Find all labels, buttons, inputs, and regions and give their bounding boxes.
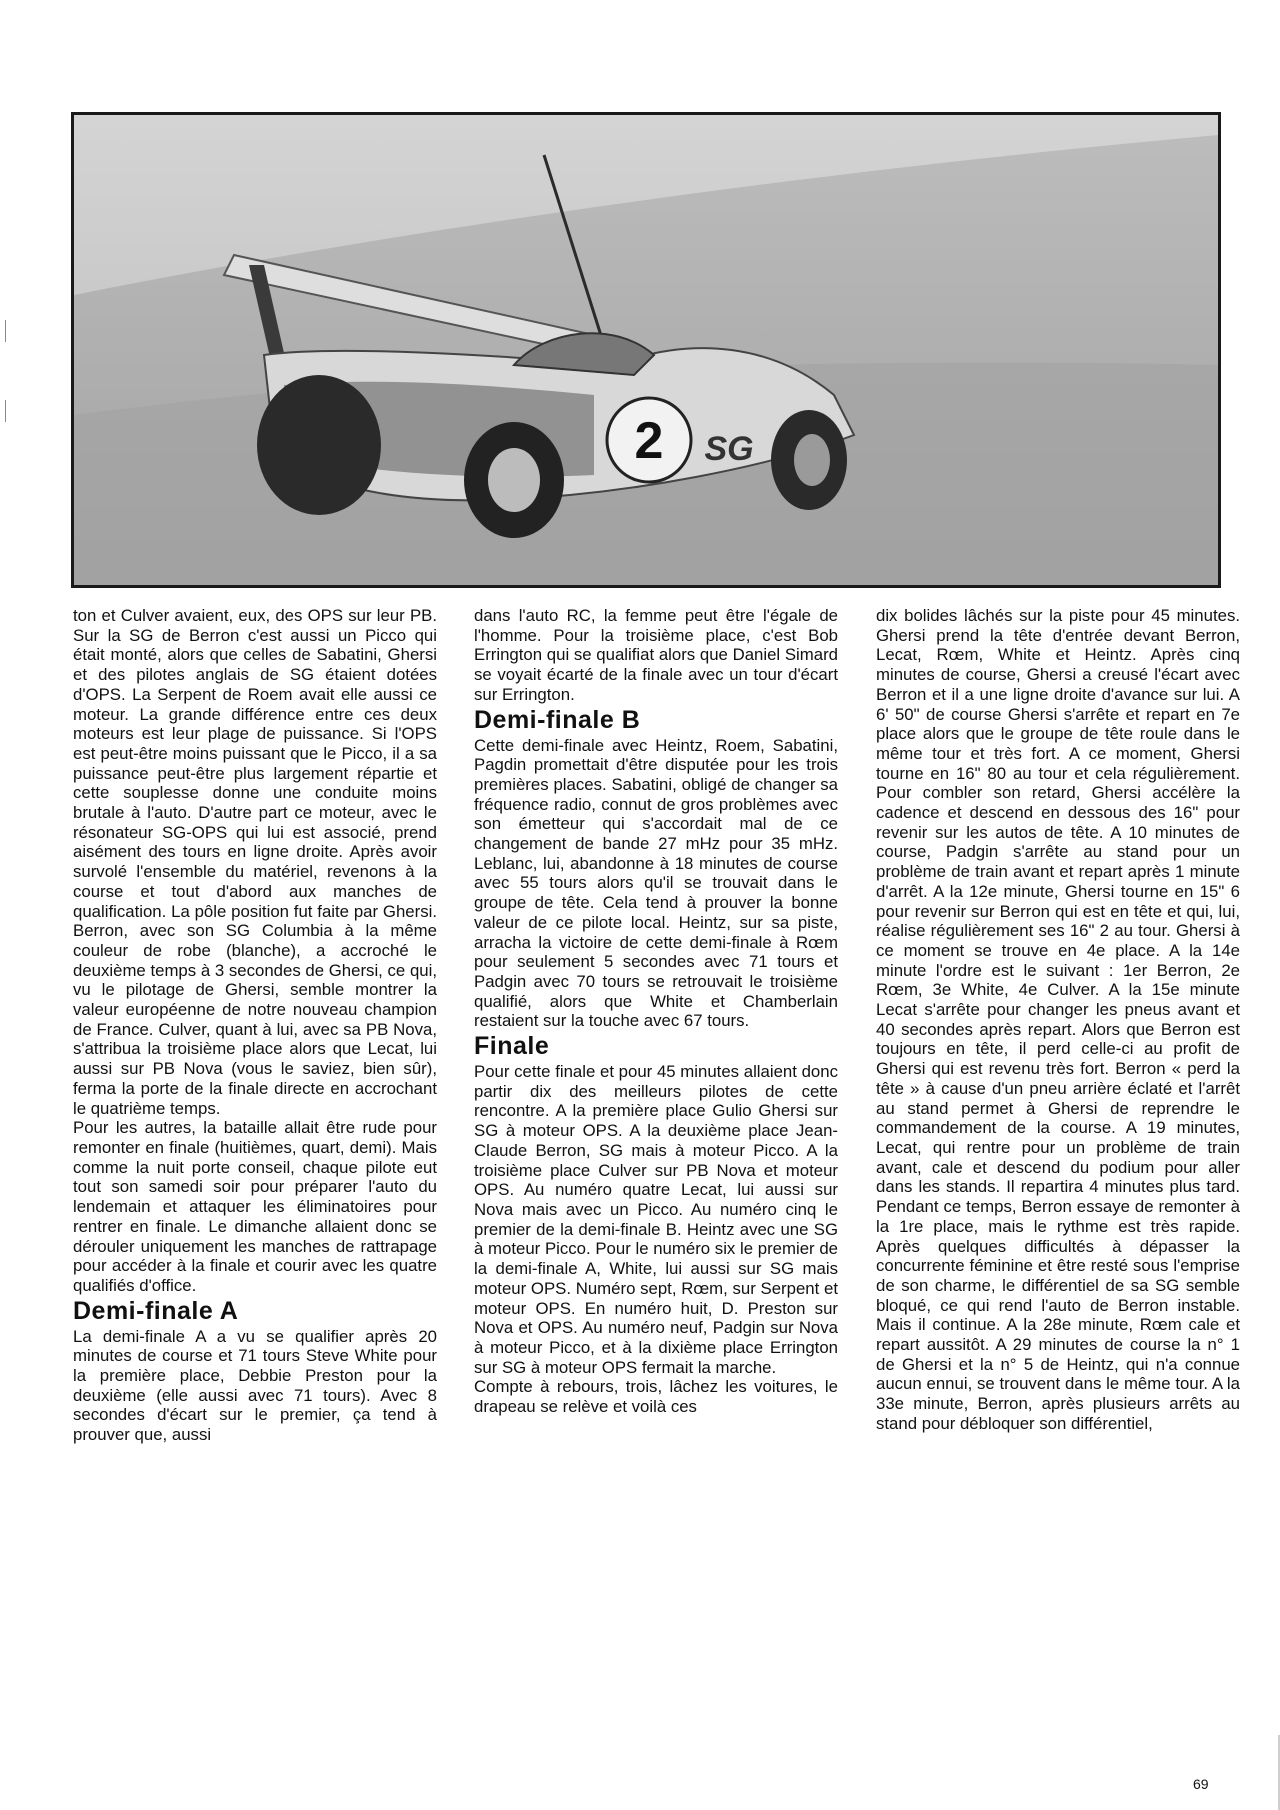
paragraph: Cette demi-finale avec Heintz, Roem, Sabatini, Pagdin promettait d'être disputée pour les trois premières places. Sabatini, obligé de changer sa fréquence radio, connut de gros problèmes avec son émetteur qui s'accordait mal de ce changement de bande 27 mHz pour 35 mHz. Leblanc, lui, abandonne à 18 minutes de course avec 55 tours alors qu'il se trouvait dans le groupe de tête. Cela tend à prouver la bonne valeur de ce pilote local. Heintz, sur sa piste, arracha la victoire de cette demi-finale à Rœm pour seulement 5 secondes avec 71 tours et Padgin avec 70 tours se retrouvait le troisième qualifié, alors que White et Chamberlain restaient sur la touche avec 67 tours. (474, 735, 838, 1031)
page-number: 69 (1193, 1776, 1209, 1792)
race-car-photo (71, 112, 1221, 588)
margin-mark (5, 320, 6, 342)
paragraph: Pour cette finale et pour 45 minutes allaient donc partir dix des meilleurs pilotes de cette rencontre. A la première place Gulio Ghersi sur SG à moteur OPS. A la deuxième place Jean-Claude Berron, SG mais à moteur Picco. A la troisième place Culver sur PB Nova et moteur OPS. Au numéro quatre Lecat, lui aussi sur Nova mais avec un Picco. Au numéro cinq le premier de la demi-finale B. Heintz avec une SG à moteur Picco. Pour le numéro six le premier de la demi-finale A, White, lui aussi sur SG mais moteur OPS. Numéro sept, Rœm, sur Serpent et moteur OPS. En numéro huit, D. Preston sur Nova et OPS. Au numéro neuf, Padgin sur Nova à moteur Picco, et à la dixième place Errington sur SG à moteur OPS fermait la marche. (474, 1062, 838, 1377)
paragraph: dix bolides lâchés sur la piste pour 45 minutes. Ghersi prend la tête d'entrée devant Berron, Lecat, Rœm, White et Heintz. Après cinq minutes de course, Ghersi a creusé l'écart avec Berron et il a une ligne droite d'avance sur lui. A 6' 50" de course Ghersi s'arrête et repart en 7e place alors que le groupe de tête roule dans le même tour et très fort. A ce moment, Ghersi tourne en 16" 80 au tour et cela régulièrement. Pour combler son retard, Ghersi accélère la cadence et descend en dessous des 16" pour revenir sur les autos de tête. A 10 minutes de course, Padgin s'arrête au stand pour un problème de train avant et repart après 1 minute d'arrêt. A la 12e minute, Ghersi tourne en 15" 6 pour revenir sur Berron qui est en tête et qui, lui, réalise régulièrement ses 16" 2 au tour. Ghersi à ce moment se trouve en 4e place. A la 14e minute l'ordre est le suivant : 1er Berron, 2e Rœm, 3e White, 4e Culver. A la 15e minute Lecat s'arrête pour changer les pneus avant et 40 secondes après repart. Alors que Berron est toujours en tête, il perd celle-ci au profit de Ghersi qui est revenu très fort. Berron « perd la tête » à cause d'un pneu arrière éclaté et l'arrêt au stand permet à Ghersi de reprendre le commandement de la course. A 19 minutes, Lecat, qui rentre pour un problème de train avant, cale et descend du podium pour aller dans les stands. Il repartira 4 minutes plus tard. Pendant ce temps, Berron essaye de remonter à la 1re place, mais le rythme est très rapide. Après quelques difficultés à dépasser la concurrente féminine et être resté sous l'emprise de son charme, le différentiel de sa SG semble bloqué, ce qui rend l'auto de Berron instable. Mais il continue. A la 28e minute, Rœm cale et repart aussitôt. A 29 minutes de course la n° 1 de Ghersi et la n° 5 de Heintz, qui n'a connue aucun ennui, se trouvent dans le même tour. A la 33e minute, Berron, après plusieurs arrêts au stand pour débloquer son différentiel, (876, 606, 1240, 1433)
livery-text: SG (704, 430, 754, 468)
margin-mark (5, 400, 6, 422)
paragraph: Pour les autres, la bataille allait être rude pour remonter en finale (huitièmes, quart, demi). Mais comme la nuit porte conseil, chaque pilote eut tout son samedi soir pour préparer l'auto du lendemain et attaquer les éliminatoires pour rentrer en finale. Le dimanche allaient donc se dérouler uniquement les manches de rattrapage pour accéder à la finale et courir avec les quatre qualifiés d'office. (73, 1118, 437, 1295)
section-heading: Finale (474, 1032, 550, 1061)
section-heading: Demi-finale A (73, 1296, 239, 1325)
race-car-illustration (74, 115, 1218, 585)
rear-wheel (257, 375, 381, 515)
article-column-2 (474, 606, 838, 1768)
article-column-1 (73, 606, 437, 1768)
paragraph: ton et Culver avaient, eux, des OPS sur leur PB. Sur la SG de Berron c'est aussi un Picco qui était monté, alors que celles de Sabatini, Ghersi et des pilotes anglais de SG étaient dotées d'OPS. La Serpent de Roem avait elle aussi ce moteur. La grande différence entre ces deux moteurs est leur plage de puissance. Si l'OPS est peut-être moins puissant que le Picco, il a sa puissance peut-être plus largement répartie et cette souplesse donne une conduite moins brutale à l'auto. D'autre part ce moteur, avec le résonateur SG-OPS qui lui est associé, prend aisément des tours en ligne droite. Après avoir survolé l'ensemble du matériel, revenons à la course et tout d'abord aux manches de qualification. La pôle position fut faite par Ghersi. Berron, avec son SG Columbia à la même couleur de robe (blanche), a accroché le deuxième temps à 3 secondes de Ghersi, ce qui, vu le pilotage de Ghersi, semble montrer la valeur européenne de notre nouveau champion de France. Culver, quant à lui, avec sa PB Nova, s'attribua la troisième place alors que Lecat, lui aussi sur PB Nova (vous le saviez, bien sûr), ferma la porte de la finale directe en accrochant le quatrième temps. (73, 606, 437, 1118)
paragraph: dans l'auto RC, la femme peut être l'égale de l'homme. Pour la troisième place, c'est Bob Errington qui se qualifiat alors que Daniel Simard se voyait écarté de la finale avec un tour d'écart sur Errington. (474, 606, 838, 704)
paragraph: Compte à rebours, trois, lâchez les voitures, le drapeau se relève et voilà ces (474, 1377, 838, 1417)
article-column-3 (876, 606, 1240, 1768)
car-number: 2 (634, 412, 664, 470)
paragraph: La demi-finale A a vu se qualifier après 20 minutes de course et 71 tours Steve White pour la première place, Debbie Preston pour la deuxième (elle aussi avec 71 tours). Avec 8 secondes d'écart sur le premier, ça tend à prouver que, aussi (73, 1326, 437, 1445)
section-heading: Demi-finale B (474, 705, 641, 734)
